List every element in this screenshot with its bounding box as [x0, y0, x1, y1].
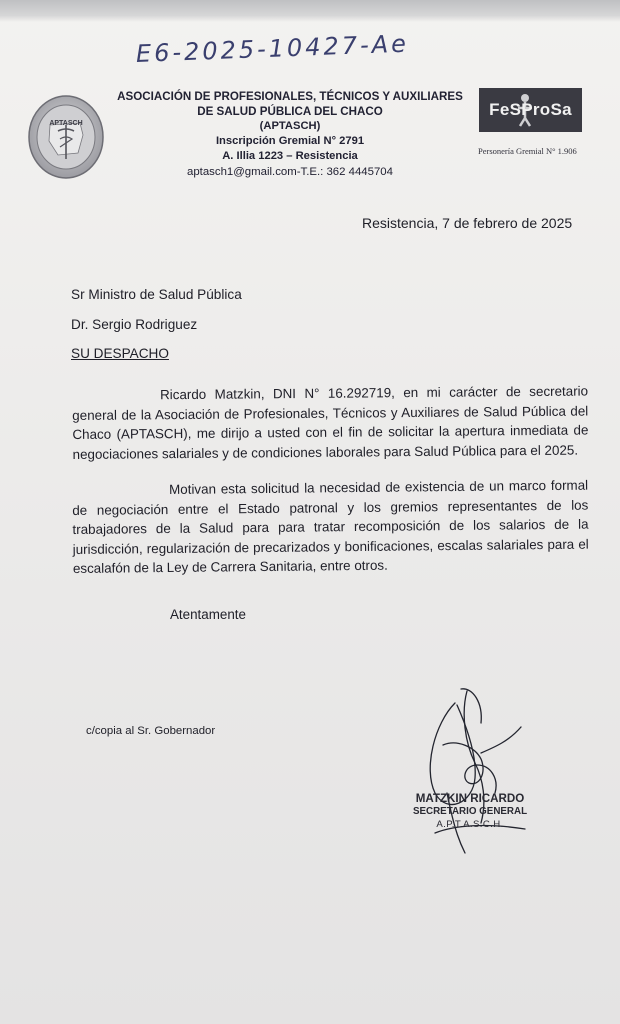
handwritten-signature-icon — [395, 683, 565, 858]
org-acronym: (APTASCH) — [259, 120, 321, 132]
copy-note: c/copia al Sr. Gobernador — [86, 725, 216, 737]
fesprosa-logo — [479, 88, 582, 132]
org-address: A. Illia 1223 – Resistencia — [222, 150, 358, 162]
personeria-gremial: Personería Gremial N° 1.906 — [478, 146, 577, 156]
closing-salutation: Atentamente — [170, 607, 246, 622]
aptasch-seal-icon — [28, 95, 104, 179]
file-number-handwritten: E6-2025-10427-Ae — [135, 29, 410, 68]
page-top-shadow — [0, 0, 620, 22]
org-name: ASOCIACIÓN DE PROFESIONALES, TÉCNICOS Y AUXILIARES DE SALUD PÚBLICA DEL CHACO — [117, 90, 463, 118]
letterhead — [110, 89, 470, 180]
signer-name: MATZKIN RICARDO — [415, 792, 525, 805]
letter-date: Resistencia, 7 de febrero de 2025 — [362, 215, 573, 231]
addressee-office: SU DESPACHO — [71, 346, 169, 361]
org-contact: aptasch1@gmail.com-T.E.: 362 4445704 — [187, 166, 393, 178]
signature-stamp — [400, 792, 540, 830]
fesprosa-name: FeSProSa — [489, 100, 572, 119]
body-paragraph-1: Ricardo Matzkin, DNI N° 16.292719, en mi carácter de secretario general de la Asociación de Profesionales, Técnicos y Auxiliares de Salud Pública del Chaco (APTASCH), me dirijo a usted con el fin de solicitar la apertura inmediata de negociaciones salariales y de condiciones laborales para Salud Pública para el 2025. — [72, 383, 589, 462]
signer-title: SECRETARIO GENERAL — [412, 806, 528, 817]
body-paragraph-2: Motivan esta solicitud la necesidad de existencia de un marco formal de negociación entre el Estado patronal y los gremios representantes de los trabajadores de la Salud para para tratar recomposición de los salarios de la jurisdicción, regularización de precarizados y bonificaciones, escalas salariales para el escalafón de la Ley de Carrera Sanitaria, entre otros. — [72, 477, 589, 577]
signer-org: A.P.T.A.S.C.H. — [436, 819, 504, 830]
seal-label: APTASCH — [49, 120, 83, 127]
addressee-title: Sr Ministro de Salud Pública — [71, 287, 242, 302]
org-inscription: Inscripción Gremial N° 2791 — [215, 135, 365, 147]
addressee-name: Dr. Sergio Rodriguez — [71, 317, 198, 332]
